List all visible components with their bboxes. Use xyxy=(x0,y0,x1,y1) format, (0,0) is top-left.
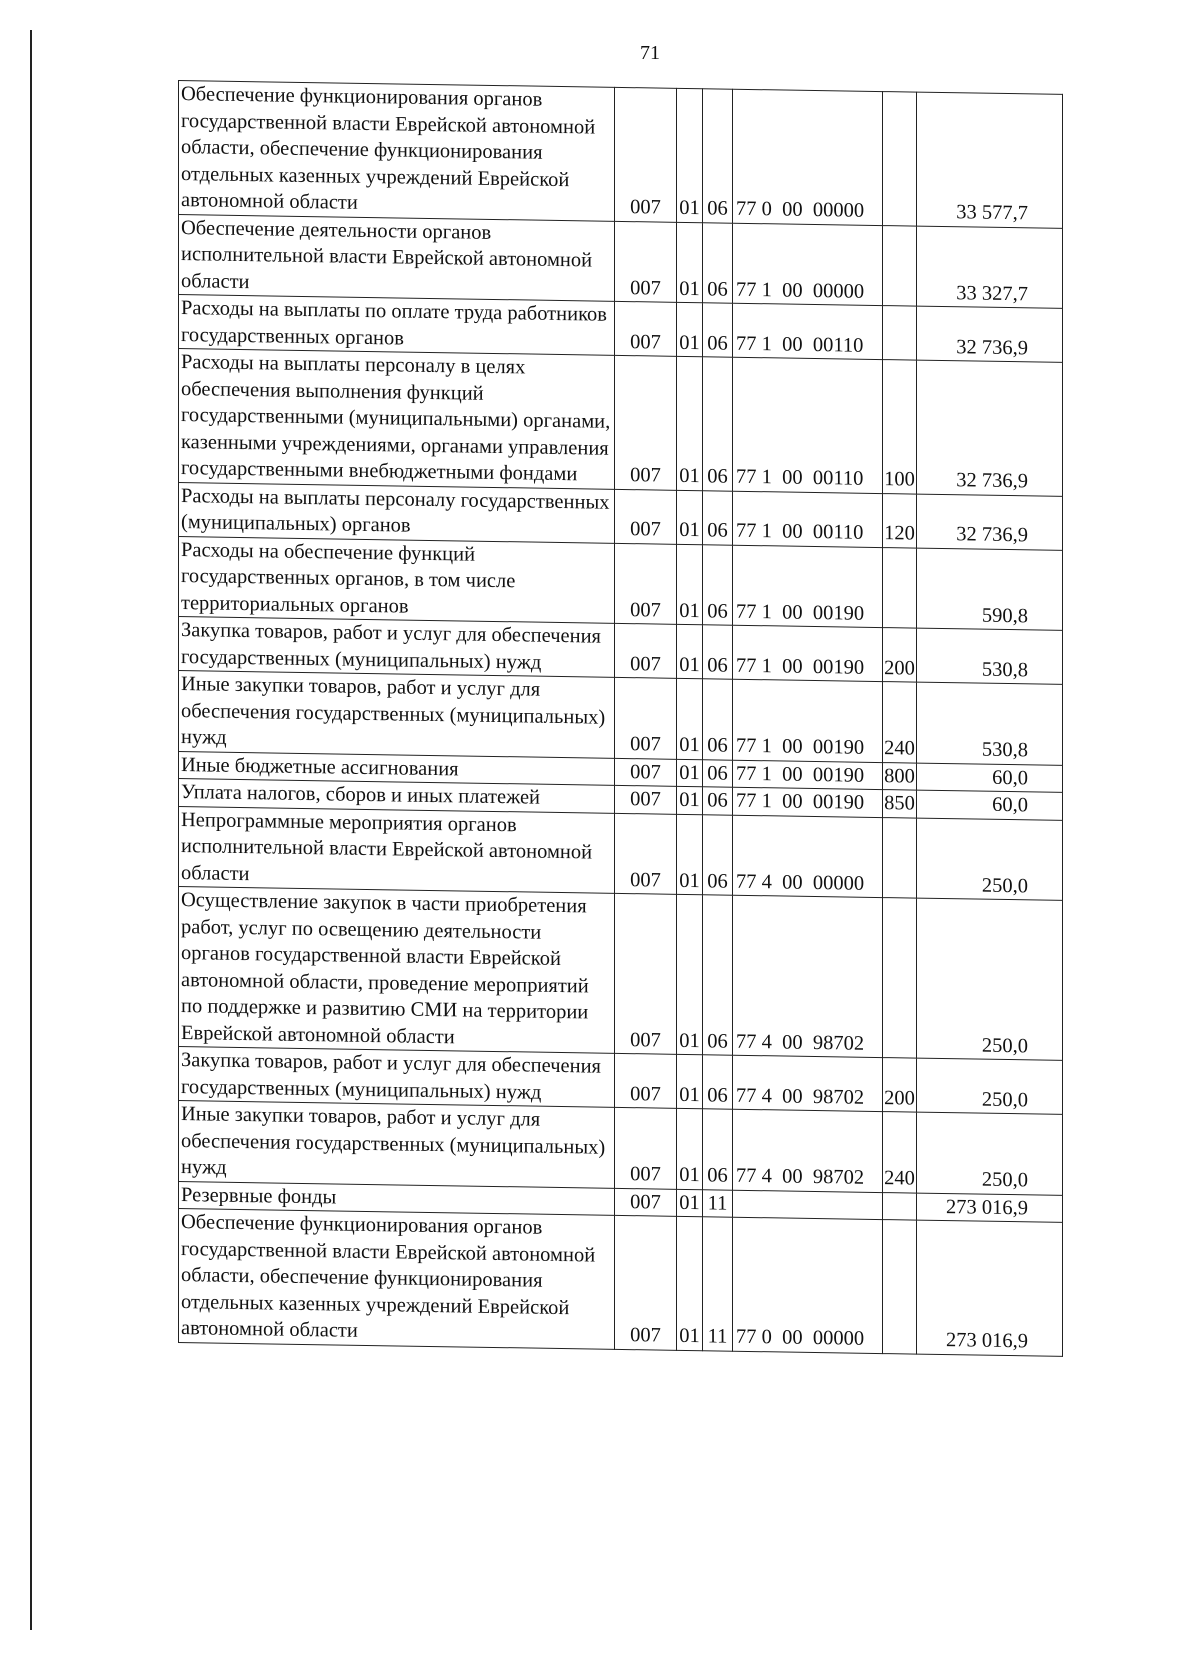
row-description: Осуществление закупок в части приобретения работ, услуг по освещению деятельности органов государственной власти Еврейской автономной области, проведение мероприятий по поддержке и развитию СМИ на территории Еврейской автономной области xyxy=(179,887,615,1054)
row-section-code: 01 xyxy=(677,814,703,895)
row-description: Обеспечение функционирования органов государственной власти Еврейской автономной области, обеспечение функционирования отдельных казенных учреждений Еврейской автономной области xyxy=(179,1209,615,1349)
row-ministry-code: 007 xyxy=(615,543,677,624)
row-expense-type-code xyxy=(883,306,917,361)
row-section-code: 01 xyxy=(677,786,703,814)
row-program-code: 77 1 00 00110 xyxy=(733,357,883,493)
row-section-code: 01 xyxy=(677,302,703,356)
row-expense-type-code xyxy=(883,92,917,226)
row-amount: 33 327,7 xyxy=(917,226,1063,309)
row-ministry-code: 007 xyxy=(615,813,677,894)
row-expense-type-code: 850 xyxy=(883,790,917,818)
row-amount: 32 736,9 xyxy=(917,306,1063,362)
table-row xyxy=(179,671,1063,765)
row-amount: 273 016,9 xyxy=(917,1220,1063,1356)
row-program-code: 77 4 00 98702 xyxy=(733,1055,883,1111)
row-subsection-code: 06 xyxy=(703,814,733,895)
row-ministry-code: 007 xyxy=(615,893,677,1054)
row-expense-type-code: 200 xyxy=(883,1058,917,1113)
row-expense-type-code: 120 xyxy=(883,493,917,548)
row-ministry-code: 007 xyxy=(615,677,677,758)
row-program-code: 77 1 00 00190 xyxy=(733,679,883,762)
row-subsection-code: 11 xyxy=(703,1217,733,1351)
budget-table xyxy=(178,80,1063,1356)
row-description: Обеспечение деятельности органов исполнительной власти Еврейской автономной области xyxy=(179,214,615,301)
row-subsection-code: 06 xyxy=(703,625,733,679)
row-amount: 32 736,9 xyxy=(917,360,1063,496)
table-row xyxy=(179,1101,1063,1195)
row-subsection-code: 11 xyxy=(703,1189,733,1217)
row-description: Закупка товаров, работ и услуг для обеспечения государственных (муниципальных) нужд xyxy=(179,1047,615,1108)
row-program-code: 77 1 00 00190 xyxy=(733,787,883,817)
budget-table-body xyxy=(179,81,1063,1356)
row-expense-type-code: 240 xyxy=(883,1112,917,1193)
row-ministry-code: 007 xyxy=(615,221,677,302)
row-section-code: 01 xyxy=(677,1189,703,1217)
row-section-code: 01 xyxy=(677,624,703,678)
row-program-code: 77 1 00 00190 xyxy=(733,625,883,681)
row-description: Расходы на выплаты персоналу в целях обеспечения выполнения функций государственными (муниципальными) органами, казенными учреждениями, органами управления государственными внебюджетными фондами xyxy=(179,349,615,489)
row-expense-type-code: 240 xyxy=(883,682,917,763)
binding-edge-line xyxy=(30,30,32,1630)
row-amount: 530,8 xyxy=(917,628,1063,684)
row-program-code: 77 1 00 00000 xyxy=(733,223,883,306)
row-amount: 530,8 xyxy=(917,682,1063,765)
row-ministry-code: 007 xyxy=(615,87,677,221)
row-expense-type-code xyxy=(883,225,917,306)
row-section-code: 01 xyxy=(677,544,703,625)
row-program-code: 77 0 00 00000 xyxy=(733,1217,883,1353)
row-ministry-code: 007 xyxy=(615,1107,677,1188)
table-row xyxy=(179,536,1063,630)
row-section-code: 01 xyxy=(677,356,703,490)
row-description: Иные бюджетные ассигнования xyxy=(179,751,615,785)
row-program-code: 77 1 00 00110 xyxy=(733,303,883,359)
row-subsection-code: 06 xyxy=(703,544,733,625)
row-subsection-code: 06 xyxy=(703,1055,733,1109)
row-expense-type-code xyxy=(883,817,917,898)
row-amount: 60,0 xyxy=(917,763,1063,793)
row-section-code: 01 xyxy=(677,759,703,787)
row-subsection-code: 06 xyxy=(703,1109,733,1190)
row-description: Закупка товаров, работ и услуг для обеспечения государственных (муниципальных) нужд xyxy=(179,617,615,678)
row-program-code: 77 4 00 98702 xyxy=(733,1109,883,1192)
row-section-code: 01 xyxy=(677,1108,703,1189)
row-description: Уплата налогов, сборов и иных платежей xyxy=(179,779,615,813)
row-subsection-code: 06 xyxy=(703,679,733,760)
row-section-code: 01 xyxy=(677,1054,703,1108)
row-section-code: 01 xyxy=(677,88,703,222)
row-program-code: 77 1 00 00190 xyxy=(733,545,883,628)
row-amount: 60,0 xyxy=(917,790,1063,820)
row-section-code: 01 xyxy=(677,894,703,1054)
row-program-code: 77 4 00 00000 xyxy=(733,815,883,898)
row-amount: 250,0 xyxy=(917,898,1063,1060)
row-expense-type-code xyxy=(883,898,917,1059)
row-ministry-code: 007 xyxy=(615,301,677,356)
row-description: Обеспечение функционирования органов государственной власти Еврейской автономной области, обеспечение функционирования отдельных казенных учреждений Еврейской автономной области xyxy=(179,81,615,221)
row-amount: 33 577,7 xyxy=(917,92,1063,228)
row-ministry-code: 007 xyxy=(615,1053,677,1108)
row-program-code: 77 0 00 00000 xyxy=(733,89,883,225)
row-amount: 250,0 xyxy=(917,818,1063,901)
row-ministry-code: 007 xyxy=(615,355,677,489)
page-number: 71 xyxy=(640,42,660,64)
row-subsection-code: 06 xyxy=(703,895,733,1055)
row-section-code: 01 xyxy=(677,1216,703,1350)
row-subsection-code: 06 xyxy=(703,787,733,815)
table-row xyxy=(179,887,1063,1061)
row-ministry-code: 007 xyxy=(615,1215,677,1349)
row-program-code: 77 1 00 00190 xyxy=(733,760,883,790)
row-ministry-code: 007 xyxy=(615,785,677,813)
row-description: Резервные фонды xyxy=(179,1181,615,1215)
row-description: Расходы на выплаты по оплате труда работников государственных органов xyxy=(179,295,615,356)
row-section-code: 01 xyxy=(677,678,703,759)
row-expense-type-code: 800 xyxy=(883,762,917,790)
row-ministry-code: 007 xyxy=(615,758,677,786)
row-description: Непрограммные мероприятия органов исполнительной власти Еврейской автономной области xyxy=(179,806,615,893)
table-row xyxy=(179,349,1063,496)
row-subsection-code: 06 xyxy=(703,759,733,787)
row-description: Иные закупки товаров, работ и услуг для обеспечения государственных (муниципальных) нужд xyxy=(179,671,615,758)
row-expense-type-code xyxy=(883,1192,917,1220)
row-section-code: 01 xyxy=(677,490,703,544)
row-subsection-code: 06 xyxy=(703,222,733,303)
row-amount: 273 016,9 xyxy=(917,1193,1063,1223)
row-subsection-code: 06 xyxy=(703,357,733,491)
row-expense-type-code: 200 xyxy=(883,628,917,683)
row-amount: 250,0 xyxy=(917,1112,1063,1195)
table-row xyxy=(179,1209,1063,1356)
table-row xyxy=(179,806,1063,900)
row-expense-type-code xyxy=(883,1220,917,1354)
row-amount: 250,0 xyxy=(917,1058,1063,1114)
row-expense-type-code: 100 xyxy=(883,360,917,494)
row-description: Иные закупки товаров, работ и услуг для обеспечения государственных (муниципальных) нужд xyxy=(179,1101,615,1188)
row-program-code xyxy=(733,1190,883,1220)
row-ministry-code: 007 xyxy=(615,489,677,544)
row-program-code: 77 4 00 98702 xyxy=(733,895,883,1057)
row-subsection-code: 06 xyxy=(703,490,733,544)
row-amount: 32 736,9 xyxy=(917,494,1063,550)
row-amount: 590,8 xyxy=(917,548,1063,631)
table-row xyxy=(179,214,1063,308)
row-program-code: 77 1 00 00110 xyxy=(733,491,883,547)
row-subsection-code: 06 xyxy=(703,89,733,223)
row-description: Расходы на обеспечение функций государственных органов, в том числе территориальных органов xyxy=(179,536,615,623)
row-section-code: 01 xyxy=(677,222,703,303)
row-expense-type-code xyxy=(883,547,917,628)
row-description: Расходы на выплаты персоналу государственных (муниципальных) органов xyxy=(179,482,615,543)
row-subsection-code: 06 xyxy=(703,303,733,357)
table-row xyxy=(179,81,1063,228)
row-ministry-code: 007 xyxy=(615,623,677,678)
row-ministry-code: 007 xyxy=(615,1188,677,1216)
